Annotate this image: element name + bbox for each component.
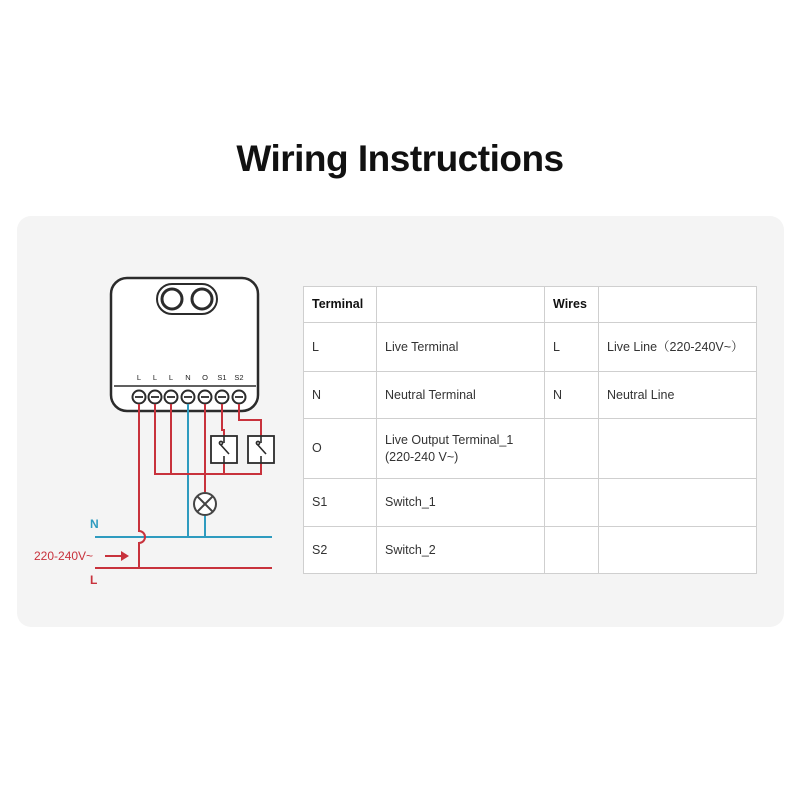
cell-wire [545, 527, 599, 574]
header-terminal: Terminal [304, 287, 377, 323]
cell-terminal: S2 [304, 527, 377, 574]
table-row [304, 323, 757, 372]
live-wiring [95, 404, 272, 568]
terminal-label-l3: L [168, 373, 174, 382]
cell-description: Switch_2 [377, 527, 545, 574]
terminal-label-l1: L [136, 373, 142, 382]
header-wires-desc [599, 287, 757, 323]
wiring-table [303, 286, 757, 574]
terminal-label-s2: S2 [234, 373, 244, 382]
module-button-left [162, 289, 182, 309]
cell-wire [545, 419, 599, 479]
terminal-label-n: N [185, 373, 191, 382]
cell-wire-description: Live Line（220-240V~） [599, 323, 757, 372]
table-row [304, 479, 757, 527]
header-wires: Wires [545, 287, 599, 323]
table-row [304, 527, 757, 574]
terminal-label-s1: S1 [217, 373, 227, 382]
cell-description: Neutral Terminal [377, 372, 545, 419]
terminal-label-l2: L [152, 373, 158, 382]
neutral-label: N [90, 517, 99, 531]
table-header-row [304, 287, 757, 323]
cell-wire [545, 479, 599, 527]
cell-wire-description [599, 527, 757, 574]
cell-description: Live Output Terminal_1 (220-240 V~) [377, 419, 545, 479]
voltage-label: 220-240V~ [34, 549, 94, 563]
lamp-icon [194, 493, 216, 515]
cell-wire-description [599, 419, 757, 479]
table-row [304, 419, 757, 479]
cell-description: Live Terminal [377, 323, 545, 372]
neutral-wiring [95, 404, 272, 537]
cell-terminal: S1 [304, 479, 377, 527]
cell-wire-description [599, 479, 757, 527]
cell-terminal: L [304, 323, 377, 372]
cell-description: Switch_1 [377, 479, 545, 527]
input-arrow-icon [105, 551, 129, 561]
cell-wire: N [545, 372, 599, 419]
header-terminal-desc [377, 287, 545, 323]
cell-terminal: O [304, 419, 377, 479]
cell-wire: L [545, 323, 599, 372]
module-button-right [192, 289, 212, 309]
page-title: Wiring Instructions [236, 138, 564, 179]
cell-terminal: N [304, 372, 377, 419]
terminal-label-o: O [202, 373, 208, 382]
table-row [304, 372, 757, 419]
live-label: L [90, 573, 98, 587]
cell-wire-description: Neutral Line [599, 372, 757, 419]
